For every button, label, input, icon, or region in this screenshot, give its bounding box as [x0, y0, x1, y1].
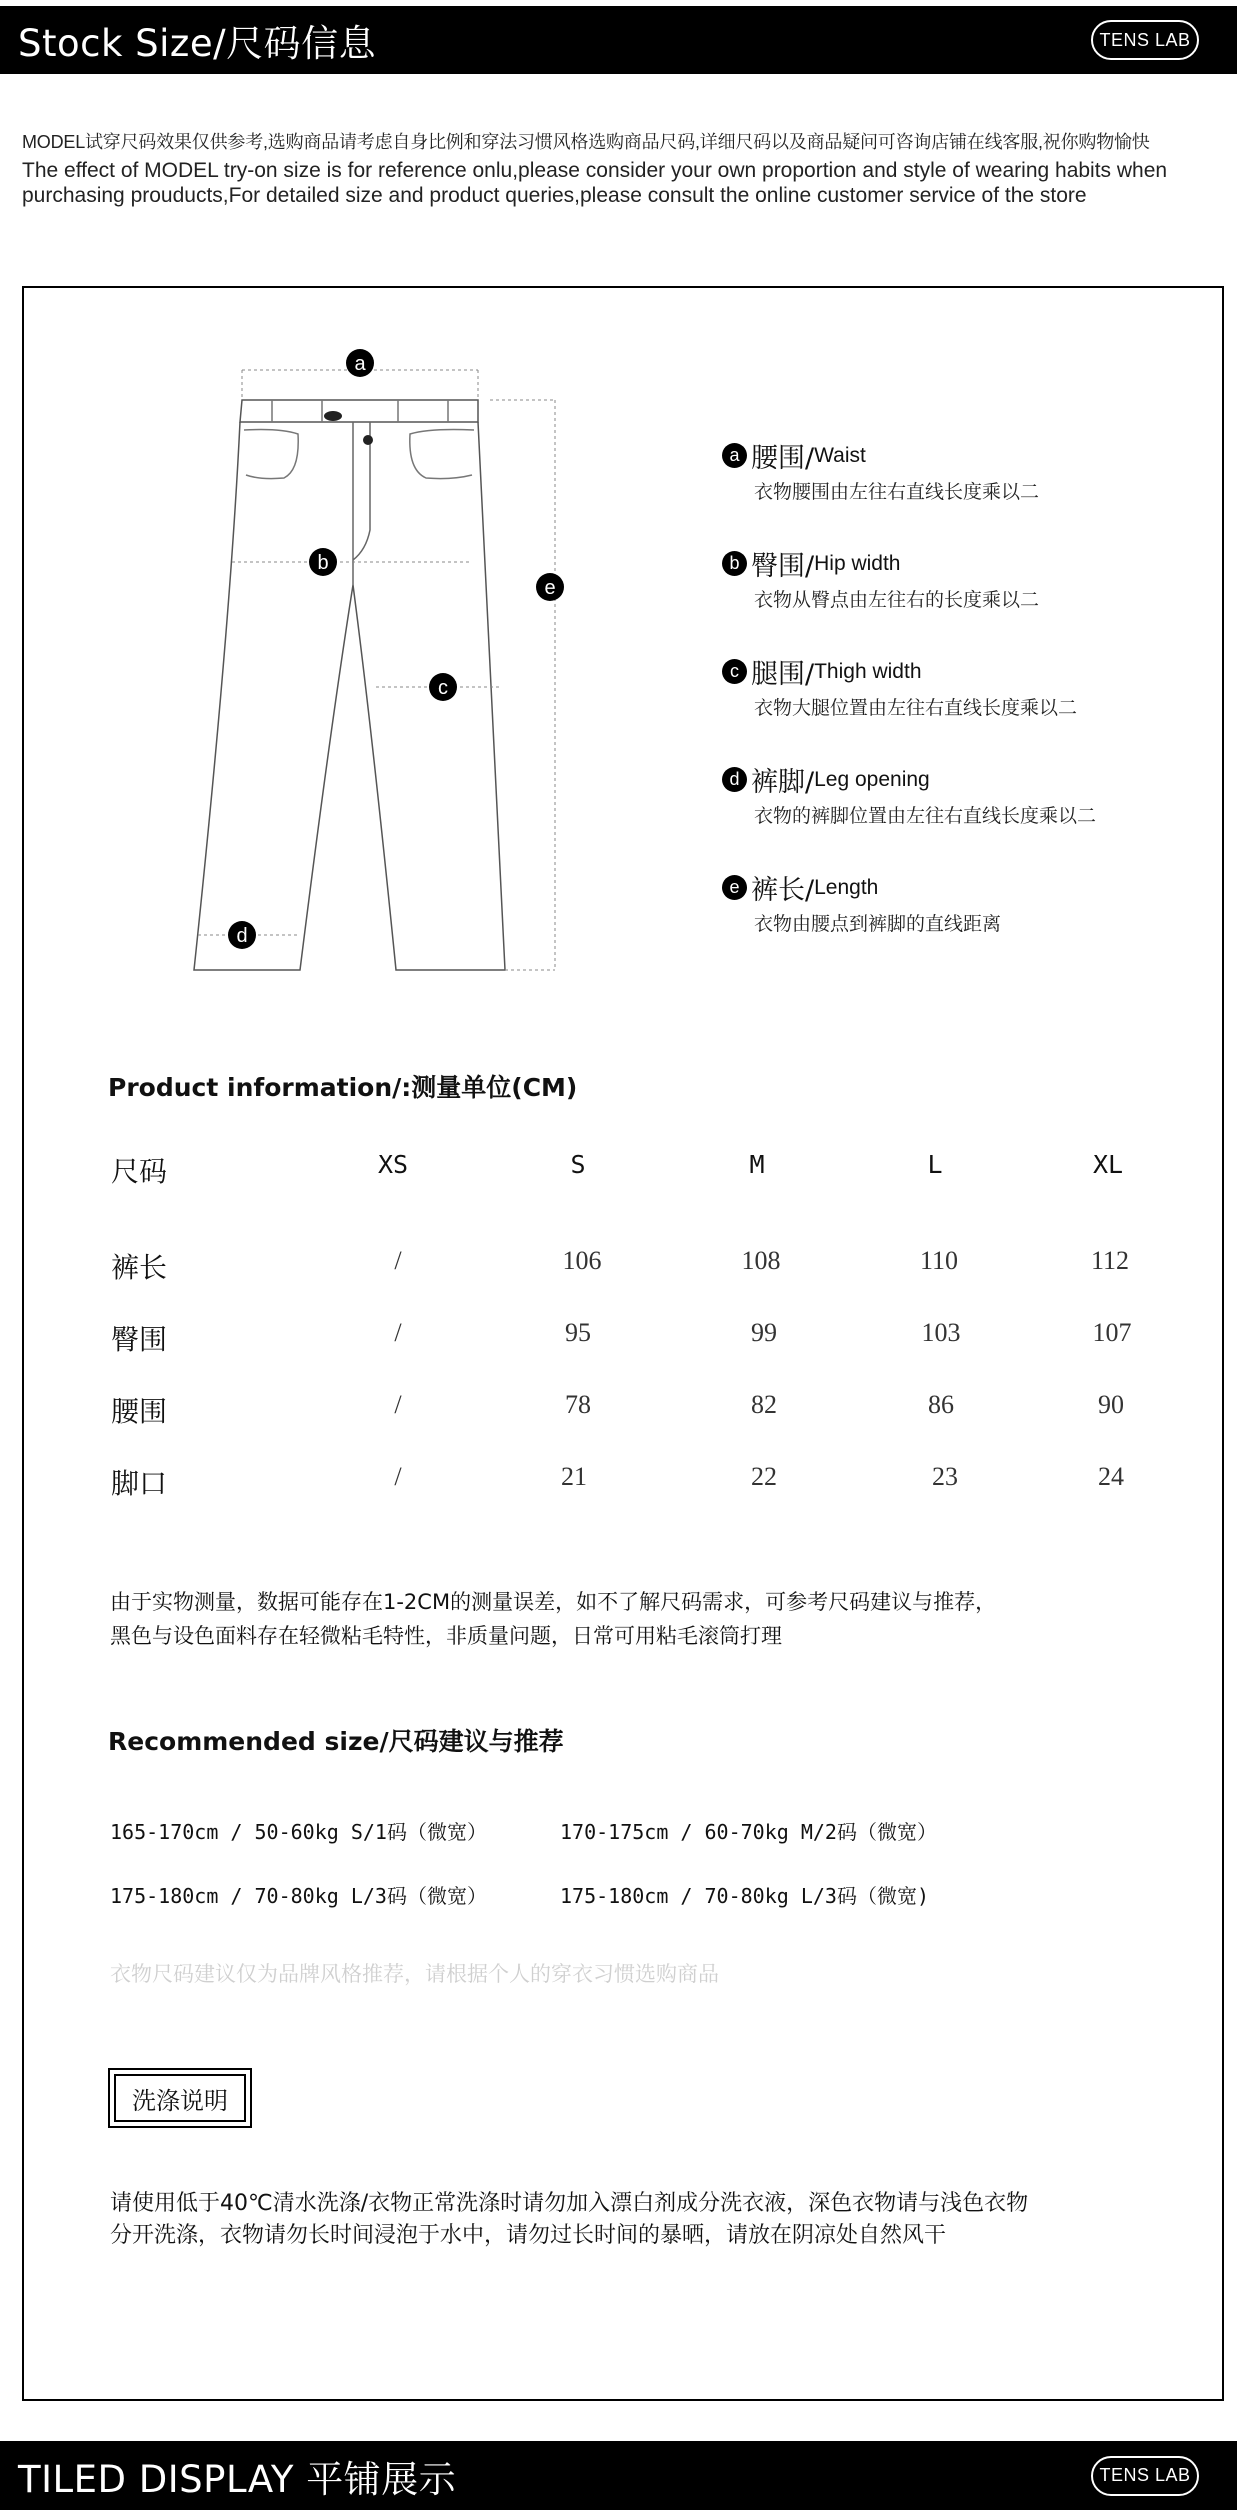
cell-value: 24 — [1098, 1462, 1124, 1491]
recommended-row — [110, 1816, 937, 1845]
size-table-header — [108, 1150, 1168, 1190]
measurement-note — [110, 1585, 996, 1653]
cell-value: 82 — [751, 1390, 777, 1419]
table-row — [108, 1390, 1168, 1430]
pants-outline — [194, 422, 505, 970]
belt-loops — [272, 400, 448, 422]
intro-chinese: MODEL试穿尺码效果仅供参考,选购商品请考虑自身比例和穿法习惯风格选购商品尺码,详细尺码以及商品疑问可咨询店铺在线客服,祝你购物愉快 — [22, 132, 1150, 152]
legend-item-waist — [722, 436, 1039, 504]
legend-description: 衣物的裤脚位置由左往右直线长度乘以二 — [754, 805, 1097, 827]
pants-diagram — [160, 330, 600, 980]
cell-value: 78 — [565, 1390, 591, 1419]
note-line-2: 黑色与设色面料存在轻微粘毛特性，非质量问题，日常可用粘毛滚筒打理 — [110, 1624, 782, 1648]
legend-label-en: Thigh width — [814, 659, 922, 683]
legend-item-hip — [722, 544, 1039, 612]
cell-value: 22 — [751, 1462, 777, 1491]
right-pocket — [410, 430, 474, 479]
cell-value: 86 — [928, 1390, 954, 1419]
guide-e — [490, 400, 555, 970]
cell-value: 103 — [921, 1318, 961, 1347]
cell-value: / — [394, 1462, 402, 1491]
recommended-title: Recommended size/尺码建议与推荐 — [108, 1727, 564, 1756]
legend-item-thigh — [722, 652, 1077, 720]
marker-c — [429, 673, 457, 701]
recommended-row — [110, 1880, 929, 1909]
recommendation-item: 170-175cm / 60-70kg M/2码（微宽） — [560, 1820, 937, 1844]
page-title: Stock Size/尺码信息 — [18, 22, 377, 65]
footer-title: TILED DISPLAY 平铺展示 — [18, 2457, 457, 2501]
recommendation-item: 175-180cm / 70-80kg L/3码（微宽) — [560, 1884, 929, 1908]
recommendation-item: 165-170cm / 50-60kg S/1码（微宽） — [110, 1820, 487, 1844]
cell-value: 99 — [751, 1318, 777, 1347]
svg-text:b: b — [317, 552, 329, 574]
cell-value: 108 — [741, 1246, 781, 1275]
washing-label-box — [108, 2068, 252, 2128]
legend-description: 衣物由腰点到裤脚的直线距离 — [754, 913, 1002, 935]
cell-value: 21 — [561, 1462, 587, 1491]
cell-value: 95 — [565, 1318, 591, 1347]
legend-label-en: Leg opening — [814, 767, 930, 791]
legend-marker: c — [722, 659, 747, 684]
row-label: 脚口 — [111, 1467, 168, 1500]
marker-e — [536, 573, 564, 601]
legend-label-cn: 腿围/ — [751, 659, 815, 690]
legend-marker: d — [722, 767, 747, 792]
intro-english: The effect of MODEL try-on size is for reference onlu,please consider your own proportion and style of wearing habits when purchasing prouducts,For detailed size and product queries,please consult the online customer service of the store — [22, 159, 1168, 207]
washing-line-1: 请使用低于40℃清水洗涤/衣物正常洗涤时请勿加入漂白剂成分洗衣液，深色衣物请与浅色衣物 — [110, 2191, 1029, 2216]
legend-description: 衣物从臀点由左往右的长度乘以二 — [754, 589, 1040, 611]
legend-description: 衣物腰围由左往右直线长度乘以二 — [754, 481, 1040, 503]
legend-marker: a — [722, 443, 747, 468]
cell-value: 107 — [1092, 1318, 1132, 1347]
header-label: 尺码 — [111, 1155, 168, 1188]
legend-label-cn: 裤脚/ — [751, 767, 815, 798]
row-label: 臀围 — [111, 1323, 168, 1356]
legend-label-en: Hip width — [814, 551, 901, 575]
legend-item-leg-opening — [722, 760, 1096, 828]
svg-text:a: a — [354, 353, 366, 375]
size-disclaimer: 衣物尺码建议仅为品牌风格推荐，请根据个人的穿衣习惯选购商品 — [110, 1962, 719, 1986]
recommendation-item: 175-180cm / 70-80kg L/3码（微宽） — [110, 1884, 487, 1908]
size-m: M — [749, 1150, 765, 1179]
table-row — [108, 1462, 1168, 1502]
row-label: 裤长 — [111, 1251, 168, 1284]
pants-waistband — [240, 400, 478, 422]
cell-value: 23 — [932, 1462, 958, 1491]
size-xl: XL — [1092, 1150, 1124, 1179]
cell-value: / — [394, 1318, 402, 1347]
cell-value: 90 — [1098, 1390, 1124, 1419]
table-row — [108, 1246, 1168, 1286]
intro-text — [22, 128, 1232, 208]
washing-label: 洗涤说明 — [114, 2074, 246, 2122]
legend-description: 衣物大腿位置由左往右直线长度乘以二 — [754, 697, 1078, 719]
note-line-1: 由于实物测量，数据可能存在1-2CM的测量误差，如不了解尺码需求，可参考尺码建议与推荐， — [110, 1590, 997, 1614]
pants-fly — [353, 422, 370, 585]
brand-logo: TENS LAB — [1091, 20, 1199, 60]
table-row — [108, 1318, 1168, 1358]
washing-line-2: 分开洗涤，衣物请勿长时间浸泡于水中，请勿过长时间的暴晒，请放在阴凉处自然风干 — [110, 2223, 947, 2248]
cell-value: 112 — [1090, 1246, 1130, 1275]
legend-label-cn: 裤长/ — [751, 875, 815, 906]
legend-marker: b — [722, 551, 747, 576]
svg-text:e: e — [544, 577, 556, 599]
header-banner — [0, 6, 1237, 74]
svg-text:c: c — [438, 677, 448, 699]
row-label: 腰围 — [111, 1395, 168, 1428]
svg-text:d: d — [236, 925, 248, 947]
product-info-title: Product information/:测量单位(CM) — [108, 1073, 578, 1102]
marker-d — [228, 921, 256, 949]
footer-logo: TENS LAB — [1091, 2456, 1199, 2496]
rivet — [363, 435, 373, 445]
washing-instructions — [110, 2188, 1028, 2252]
legend-item-length — [722, 868, 1001, 936]
size-s: S — [570, 1150, 586, 1179]
legend-marker: e — [722, 875, 747, 900]
cell-value: 110 — [919, 1246, 959, 1275]
size-l: L — [927, 1150, 943, 1179]
footer-banner — [0, 2441, 1237, 2510]
cell-value: / — [394, 1390, 402, 1419]
marker-a — [346, 349, 374, 377]
cell-value: 106 — [562, 1246, 602, 1275]
marker-b — [309, 548, 337, 576]
left-pocket — [244, 430, 298, 479]
legend-label-cn: 腰围/ — [751, 443, 815, 474]
size-xs: XS — [377, 1150, 409, 1179]
cell-value: / — [394, 1246, 402, 1275]
waist-button — [324, 411, 342, 421]
legend-label-cn: 臀围/ — [751, 551, 815, 582]
legend-label-en: Waist — [814, 443, 866, 467]
legend-label-en: Length — [814, 875, 879, 899]
